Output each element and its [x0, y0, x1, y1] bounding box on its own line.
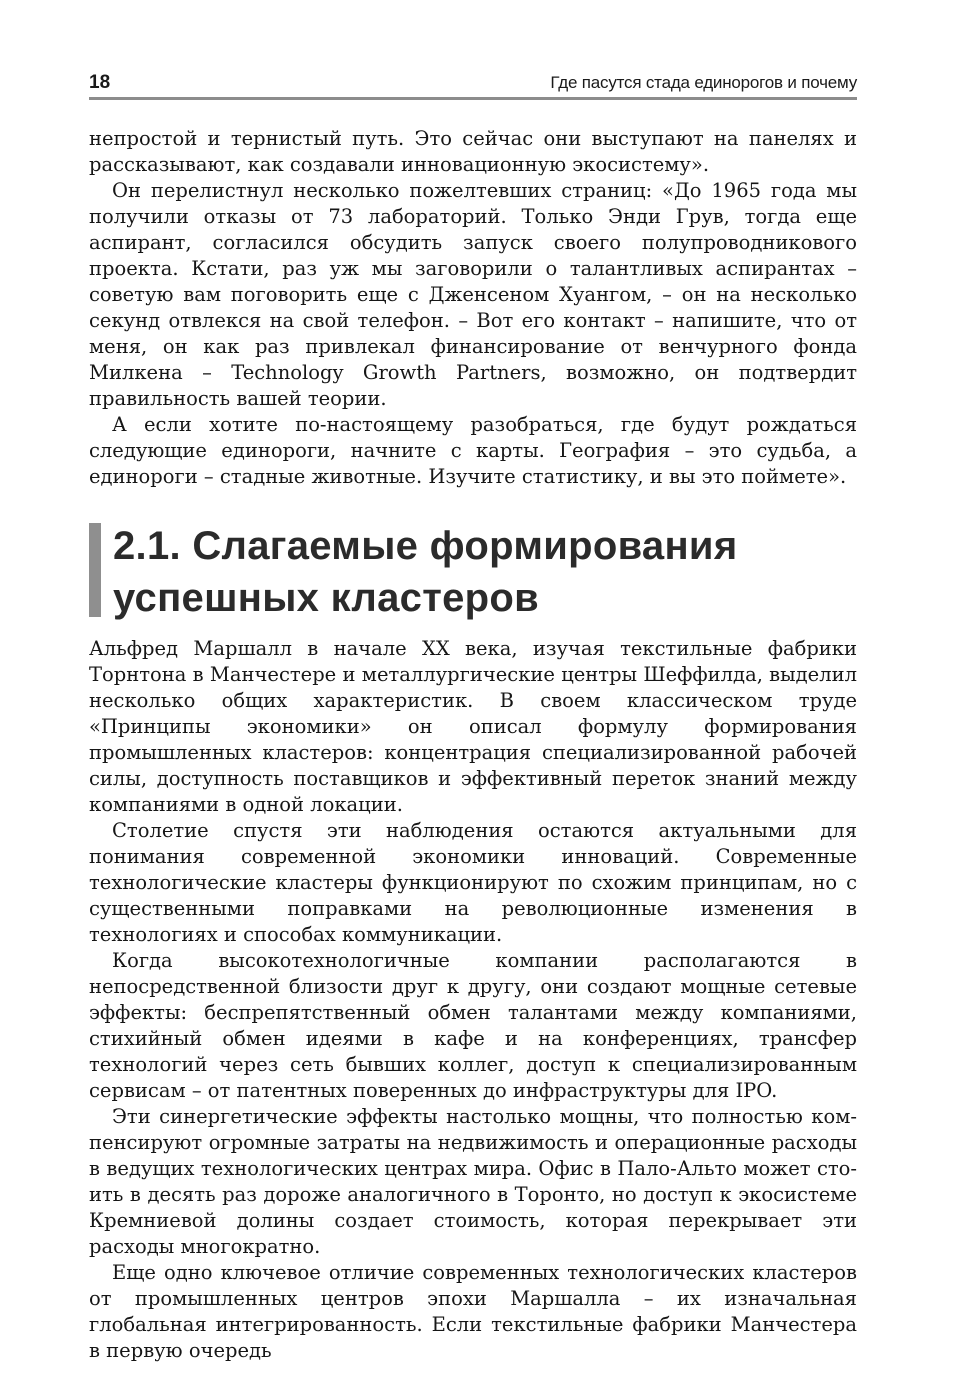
paragraph: Альфред Маршалл в начале XX века, изучая текстильные фабрики Торнтона в Манчестере и металлургические центры Шеффилда, выделил несколько общих характеристик. В своем классическом труде «Принципы экономики» он описал формулу формирования промышленных кластеров: концентрация специализированной рабочей силы, доступность поставщиков и эффективный переток знаний между компаниями в одной локации.	[89, 637, 857, 816]
heading-accent-bar	[89, 523, 101, 617]
intro-text	[89, 126, 857, 490]
page-number: 18	[89, 72, 111, 93]
section-body	[89, 636, 857, 1364]
running-title: Где пасутся стада единорогов и почему	[550, 73, 857, 92]
section-heading	[89, 520, 857, 620]
paragraph: Когда высокотехнологичные компании располагаются в непосредственной близости друг к другу, они создают мощные сетевые эффекты: беспрепятственный обмен талантами между компаниями, стихийный обмен идеями в кафе и на конференциях, трансфер технологий через сеть бывших коллег, доступ к специализированным сервисам – от патентных поверенных до инфраструктуры для IPO.	[89, 949, 857, 1102]
running-header	[89, 68, 857, 98]
section-title-line: успешных кластеров	[113, 576, 540, 620]
paragraph: Эти синергетические эффекты настолько мощны, что полностью компенсируют огромные затраты на недвижимость и операционные расходы в ведущих технологических центрах мира. Офис в Пало-Альто может стоить в десять раз дороже аналогичного в Торонто, но доступ к экосистеме Кремниевой долины создает стоимость, которая перекрывает эти расходы многократно.	[89, 1105, 857, 1258]
paragraph: Еще одно ключевое отличие современных технологических кластеров от промышленных центров эпохи Маршалла – их изначальная глобальная интегрированность. Если текстильные фабрики Манчестера в первую очередь	[89, 1261, 857, 1362]
paragraph: А если хотите по-настоящему разобраться, где будут рождаться следующие единороги, начните с карты. География – это судьба, а единороги – стадные животные. Изучите статистику, и вы это поймете».	[89, 413, 857, 488]
header-divider	[89, 97, 857, 100]
section-title-line: 2.1. Слагаемые формирования	[113, 524, 738, 568]
section-title	[113, 520, 737, 624]
paragraph: непростой и тернистый путь. Это сейчас они выступают на панелях и рассказывают, как создавали инновационную экосистему».	[89, 127, 857, 176]
paragraph: Он перелистнул несколько пожелтевших страниц: «До 1965 года мы получили отказы от 73 лабораторий. Только Энди Грув, тогда еще аспирант, согласился обсудить запуск своего полупроводникового проекта. Кстати, раз уж мы заговорили о талантливых аспирантах – советую вам поговорить еще с Дженсеном Хуангом, – он на несколько секунд отвлекся на свой телефон. – Вот его контакт – напишите, что от меня, он как раз привлекал финансирование от венчурного фонда Милкена – Technology Growth Partners, возможно, он подтвердит правильность вашей теории.	[89, 179, 857, 410]
paragraph: Столетие спустя эти наблюдения остаются актуальными для понимания современной экономики инноваций. Современные технологические кластеры функционируют по схожим принципам, но с существенными поправками на революционные изменения в технологиях и способах коммуникации.	[89, 819, 857, 946]
